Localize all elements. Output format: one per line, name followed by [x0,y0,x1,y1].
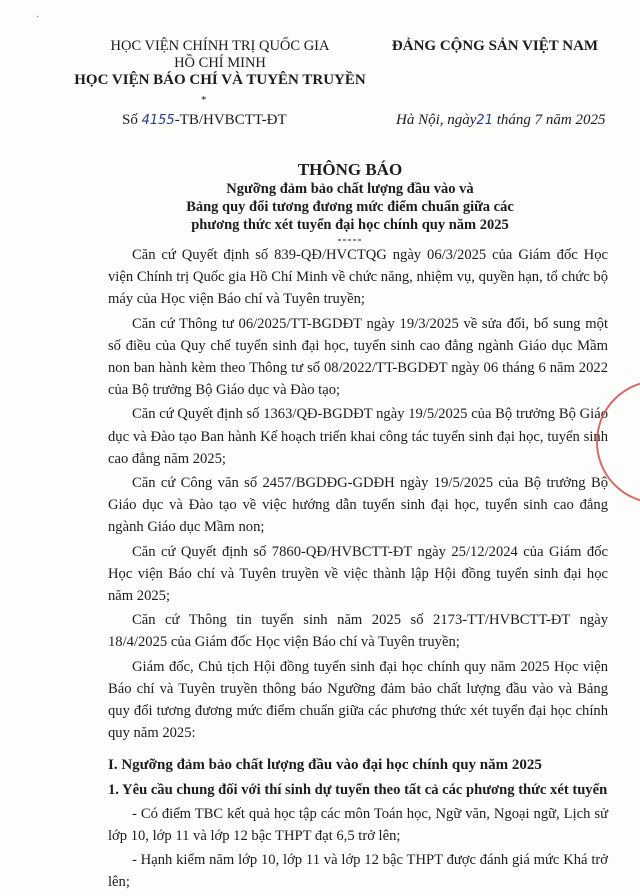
subsection-heading-1: 1. Yêu cầu chung đối với thí sinh dự tuyển theo tất cả các phương thức xét tuyển [108,781,608,798]
title-divider: ----- [337,232,363,246]
paragraph-3: Căn cứ Quyết định số 1363/QĐ-BGDĐT ngày 19/5/2025 của Bộ trưởng Bộ Giáo dục và Đào tạo Ban hành Kế hoạch triển khai công tác tuyển sinh đại học, tuyển sinh cao đẳng năm 2025; [108,406,608,467]
paragraph-5: Căn cứ Quyết định số 7860-QĐ/HVBCTT-ĐT ngày 25/12/2024 của Giám đốc Học viện Báo chí và Tuyên truyền về việc thành lập Hội đồng tuyển sinh đại học năm 2025; [108,543,608,605]
document-number [122,112,287,129]
document-body [108,244,608,896]
handwritten-day: 21 [476,113,493,128]
place-date-suffix: tháng 7 năm 2025 [492,112,606,128]
paragraph-7: Giám đốc, Chủ tịch Hội đồng tuyển sinh đại học chính quy năm 2025 Học viện Báo chí và Tuyên truyền thông báo Ngưỡng đảm bảo chất lượng đầu vào và Bảng quy đổi tương đương mức điểm chuẩn giữa các phương thức xét tuyển đại học chính quy năm 2025: [108,658,608,742]
subtitle-line-2: Bảng quy đổi tương đương mức điểm chuẩn giữa các [186,199,514,215]
document-type: THÔNG BÁO [297,160,403,179]
issuing-organization [70,38,370,89]
paragraph-2: Căn cứ Thông tư 06/2025/TT-BGDĐT ngày 19/3/2025 về sửa đổi, bổ sung một số điều của Quy chế tuyển sinh đại học, tuyển sinh cao đẳng ngành Giáo dục Mầm non ban hành kèm theo Thông tư số 08/2022/TT-BGDĐT ngày 06 tháng 6 năm 2022 của Bộ trưởng Bộ Giáo dục và Đào tạo; [108,315,608,399]
list-item-2: - Hạnh kiểm năm lớp 10, lớp 11 và lớp 12 bậc THPT được đánh giá mức Khá trở lên; [108,852,608,891]
star-mark: * [201,94,207,106]
section-heading-1: I. Ngưỡng đảm bảo chất lượng đầu vào đại học chính quy năm 2025 [108,757,542,774]
number-suffix: -TB/HVBCTT-ĐT [174,112,287,128]
org-line-2: HỒ CHÍ MINH [174,55,266,71]
paragraph-1: Căn cứ Quyết định số 839-QĐ/HVCTQG ngày 06/3/2025 của Giám đốc Học viện Chính trị Quốc gia Hồ Chí Minh về chức năng, nhiệm vụ, quyền hạn, tổ chức bộ máy của Học viện Báo chí và Tuyên truyền; [108,247,608,308]
number-prefix: Số [122,112,142,128]
party-name: ĐẢNG CỘNG SẢN VIỆT NAM [391,38,599,54]
handwritten-number: 4155 [141,113,175,128]
list-item-1: - Có điểm TBC kết quả học tập các môn Toán học, Ngữ văn, Ngoại ngữ, Lịch sử lớp 10, lớp 11 và lớp 12 bậc THPT đạt 6,5 trở lên; [108,805,608,845]
paragraph-4: Căn cứ Công văn số 2457/BGDĐG-GDĐH ngày 19/5/2025 của Bộ trưởng Bộ Giáo dục và Đào tạo về việc hướng dẫn tuyển sinh đại học, tuyển sinh cao đẳng ngành Giáo dục Mầm non; [108,475,608,536]
paragraph-6: Căn cứ Thông tin tuyển sinh năm 2025 số 2173-TT/HVBCTT-ĐT ngày 18/4/2025 của Giám đốc Học viện Báo chí và Tuyên truyền; [108,612,608,651]
org-line-1: HỌC VIỆN CHÍNH TRỊ QUỐC GIA [110,38,330,54]
place-date-prefix: Hà Nội, ngày [396,112,477,128]
subtitle-line-1: Ngưỡng đảm bảo chất lượng đầu vào và [226,181,474,197]
subtitle-line-3: phương thức xét tuyển đại học chính quy năm 2025 [191,217,509,233]
org-line-3: HỌC VIỆN BÁO CHÍ VÀ TUYÊN TRUYỀN [74,72,366,88]
title-block [60,160,640,244]
corner-mark-icon: · [36,12,40,23]
place-and-date [396,112,605,129]
